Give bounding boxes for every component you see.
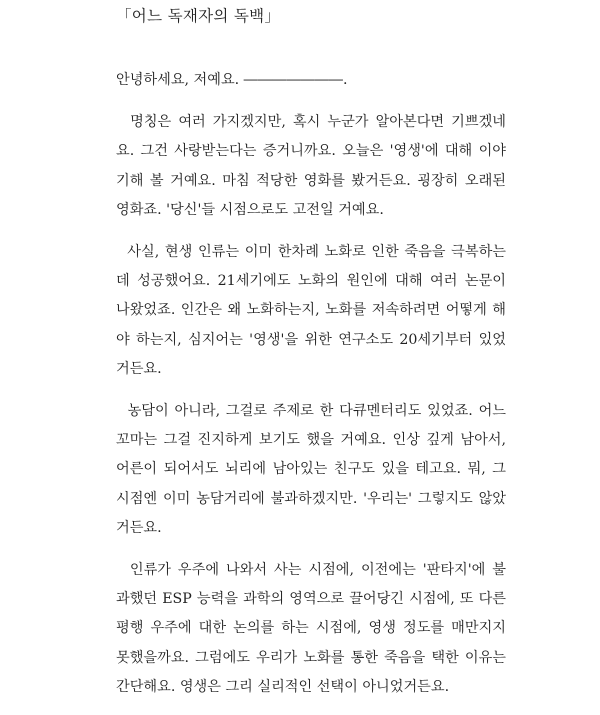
text-line: 명칭은 여러 가지겠지만, 혹시 누군가 알아본다면 기쁘겠네 xyxy=(116,114,506,131)
text-line: 어른이 되어서도 뇌리에 남아있는 친구도 있을 테고요. 뭐, 그 xyxy=(116,461,506,478)
text-line: 인류가 우주에 나와서 사는 시점에, 이전에는 '판타지'에 불 xyxy=(116,562,506,579)
text-line: 야 하는지, 심지어는 '영생'을 위한 연구소도 20세기부터 있었 xyxy=(116,331,506,348)
document-title: 「어느 독재자의 독백」 xyxy=(116,7,281,25)
text-line: 과했던 ESP 능력을 과학의 영역으로 끌어당긴 시점에, 또 다른 xyxy=(116,591,506,608)
text-line: 간단해요. 영생은 그리 실리적인 선택이 아니었거든요. xyxy=(116,678,450,695)
text-line: 사실, 현생 인류는 이미 한차례 노화로 인한 죽음을 극복하는 xyxy=(116,244,506,261)
document-body xyxy=(116,66,506,715)
paragraph-3 xyxy=(116,397,506,543)
text-line: 시점엔 이미 농담거리에 불과하겠지만. '우리는' 그렇지도 않았 xyxy=(116,490,506,507)
greeting-line: 안녕하세요, 저예요. ―――――――. xyxy=(116,72,348,88)
text-line: 거든요. xyxy=(116,360,162,377)
text-line: 꼬마는 그걸 진지하게 보기도 했을 거예요. 인상 깊게 남아서, xyxy=(116,432,506,449)
text-line: 평행 우주에 대한 논의를 하는 시점에, 영생 정도를 매만지지 xyxy=(116,620,506,637)
greeting-paragraph xyxy=(116,66,506,95)
text-line: 나왔었죠. 인간은 왜 노화하는지, 노화를 저속하려면 어떻게 해 xyxy=(116,302,506,319)
text-line: 농담이 아니라, 그걸로 주제로 한 다큐멘터리도 있었죠. 어느 xyxy=(116,403,506,420)
paragraph-1 xyxy=(116,108,506,225)
paragraph-4 xyxy=(116,556,506,702)
text-line: 기해 볼 거예요. 마침 적당한 영화를 봤거든요. 굉장히 오래된 xyxy=(116,172,506,189)
text-line: 영화죠. '당신'들 시점으로도 고전일 거예요. xyxy=(116,201,384,218)
text-line: 못했을까요. 그럼에도 우리가 노화를 통한 죽음을 택한 이유는 xyxy=(116,649,506,666)
paragraph-2 xyxy=(116,238,506,384)
text-line: 데 성공했어요. 21세기에도 노화의 원인에 대해 여러 논문이 xyxy=(116,273,506,290)
text-line: 거든요. xyxy=(116,519,162,536)
text-line: 요. 그건 사랑받는다는 증거니까요. 오늘은 '영생'에 대해 이야 xyxy=(116,143,506,160)
